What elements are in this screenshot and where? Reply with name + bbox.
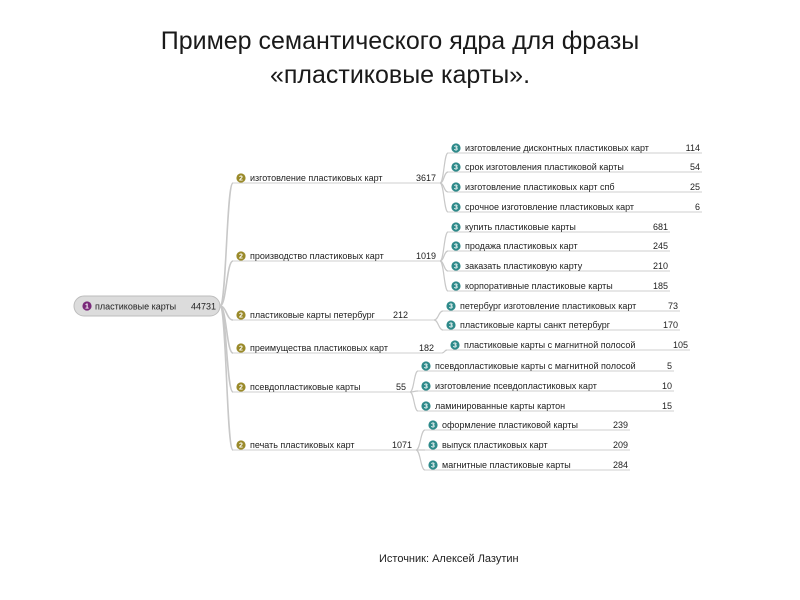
branch-label: производство пластиковых карт: [250, 251, 384, 261]
leaf-level-badge-number: 3: [454, 184, 458, 192]
leaf-label: срок изготовления пластиковой карты: [465, 162, 624, 172]
connector-line: [434, 311, 443, 320]
leaf-count: 5: [666, 361, 672, 371]
leaf-label: купить пластиковые карты: [465, 222, 576, 232]
leaf-label: петербург изготовление пластиковых карт: [460, 301, 637, 311]
leaf-label: заказать пластиковую карту: [465, 261, 583, 271]
leaf-count: 25: [689, 182, 700, 192]
branch-label: печать пластиковых карт: [250, 440, 355, 450]
root-level-badge-number: 1: [85, 303, 89, 311]
connector-line: [416, 430, 425, 450]
leaf-count: 10: [661, 381, 672, 391]
leaf-label: магнитные пластиковые карты: [442, 460, 571, 470]
leaf-label: изготовление пластиковых карт спб: [465, 182, 615, 192]
connector-line: [410, 371, 418, 392]
leaf-level-badge-number: 3: [424, 363, 428, 371]
leaf-level-badge-number: 3: [424, 403, 428, 411]
leaf-count: 239: [612, 420, 628, 430]
leaf-label: изготовление псевдопластиковых карт: [435, 381, 597, 391]
leaf-level-badge-number: 3: [424, 383, 428, 391]
connector-line: [442, 350, 447, 353]
leaf-label: продажа пластиковых карт: [465, 241, 578, 251]
branch-count: 1019: [415, 251, 436, 261]
slide-title-line-2: «пластиковые карты».: [269, 61, 531, 89]
leaf-level-badge-number: 3: [449, 303, 453, 311]
branch-label: пластиковые карты петербург: [250, 310, 375, 320]
connector-line: [410, 392, 418, 411]
leaf-level-badge-number: 3: [453, 342, 457, 350]
branch-label: псевдопластиковые карты: [250, 382, 361, 392]
leaf-count: 284: [612, 460, 628, 470]
leaf-label: пластиковые карты с магнитной полосой: [464, 340, 636, 350]
branch-count: 182: [418, 343, 434, 353]
branch-level-badge-number: 2: [239, 312, 243, 320]
leaf-level-badge-number: 3: [454, 243, 458, 251]
source-caption: Источник: Алексей Лазутин: [379, 553, 519, 565]
leaf-label: выпуск пластиковых карт: [442, 440, 548, 450]
branch-count: 1071: [391, 440, 412, 450]
branch-level-badge-number: 2: [239, 253, 243, 261]
leaf-level-badge-number: 3: [454, 164, 458, 172]
leaf-count: 681: [652, 222, 668, 232]
leaf-label: пластиковые карты санкт петербург: [460, 320, 611, 330]
leaf-level-badge-number: 3: [431, 442, 435, 450]
branch-label: преимущества пластиковых карт: [250, 343, 388, 353]
leaf-count: 209: [612, 440, 628, 450]
branch-level-badge-number: 2: [239, 175, 243, 183]
leaf-count: 210: [652, 261, 668, 271]
leaf-level-badge-number: 3: [454, 204, 458, 212]
leaf-count: 245: [652, 241, 668, 251]
branch-level-badge-number: 2: [239, 442, 243, 450]
connector-line: [416, 450, 425, 470]
leaf-count: 105: [672, 340, 688, 350]
leaf-label: изготовление дисконтных пластиковых карт: [465, 143, 649, 153]
leaf-count: 114: [685, 143, 700, 153]
branch-count: 3617: [415, 173, 436, 183]
leaf-level-badge-number: 3: [454, 283, 458, 291]
leaf-level-badge-number: 3: [454, 263, 458, 271]
leaf-count: 170: [662, 320, 678, 330]
leaf-level-badge-number: 3: [454, 224, 458, 232]
leaf-label: ламинированные карты картон: [435, 401, 566, 411]
leaf-level-badge-number: 3: [431, 462, 435, 470]
leaf-count: 15: [661, 401, 672, 411]
branch-count: 55: [395, 382, 406, 392]
branch-level-badge-number: 2: [239, 345, 243, 353]
leaf-count: 73: [667, 301, 678, 311]
slide-title-line-1: Пример семантического ядра для фразы: [160, 27, 640, 55]
leaf-label: срочное изготовление пластиковых карт: [465, 202, 635, 212]
leaf-level-badge-number: 3: [449, 322, 453, 330]
leaf-count: 185: [652, 281, 668, 291]
leaf-label: оформление пластиковой карты: [442, 420, 578, 430]
leaf-level-badge-number: 3: [454, 145, 458, 153]
branch-count: 212: [392, 310, 408, 320]
leaf-label: корпоративные пластиковые карты: [465, 281, 613, 291]
leaf-label: псевдопластиковые карты с магнитной полосой: [435, 361, 636, 371]
leaf-count: 54: [689, 162, 700, 172]
leaf-level-badge-number: 3: [431, 422, 435, 430]
branch-label: изготовление пластиковых карт: [250, 173, 383, 183]
root-count: 44731: [190, 301, 216, 312]
branch-level-badge-number: 2: [239, 384, 243, 392]
root-label: пластиковые карты: [95, 301, 177, 312]
leaf-count: 6: [694, 202, 700, 212]
connector-line: [434, 320, 443, 330]
